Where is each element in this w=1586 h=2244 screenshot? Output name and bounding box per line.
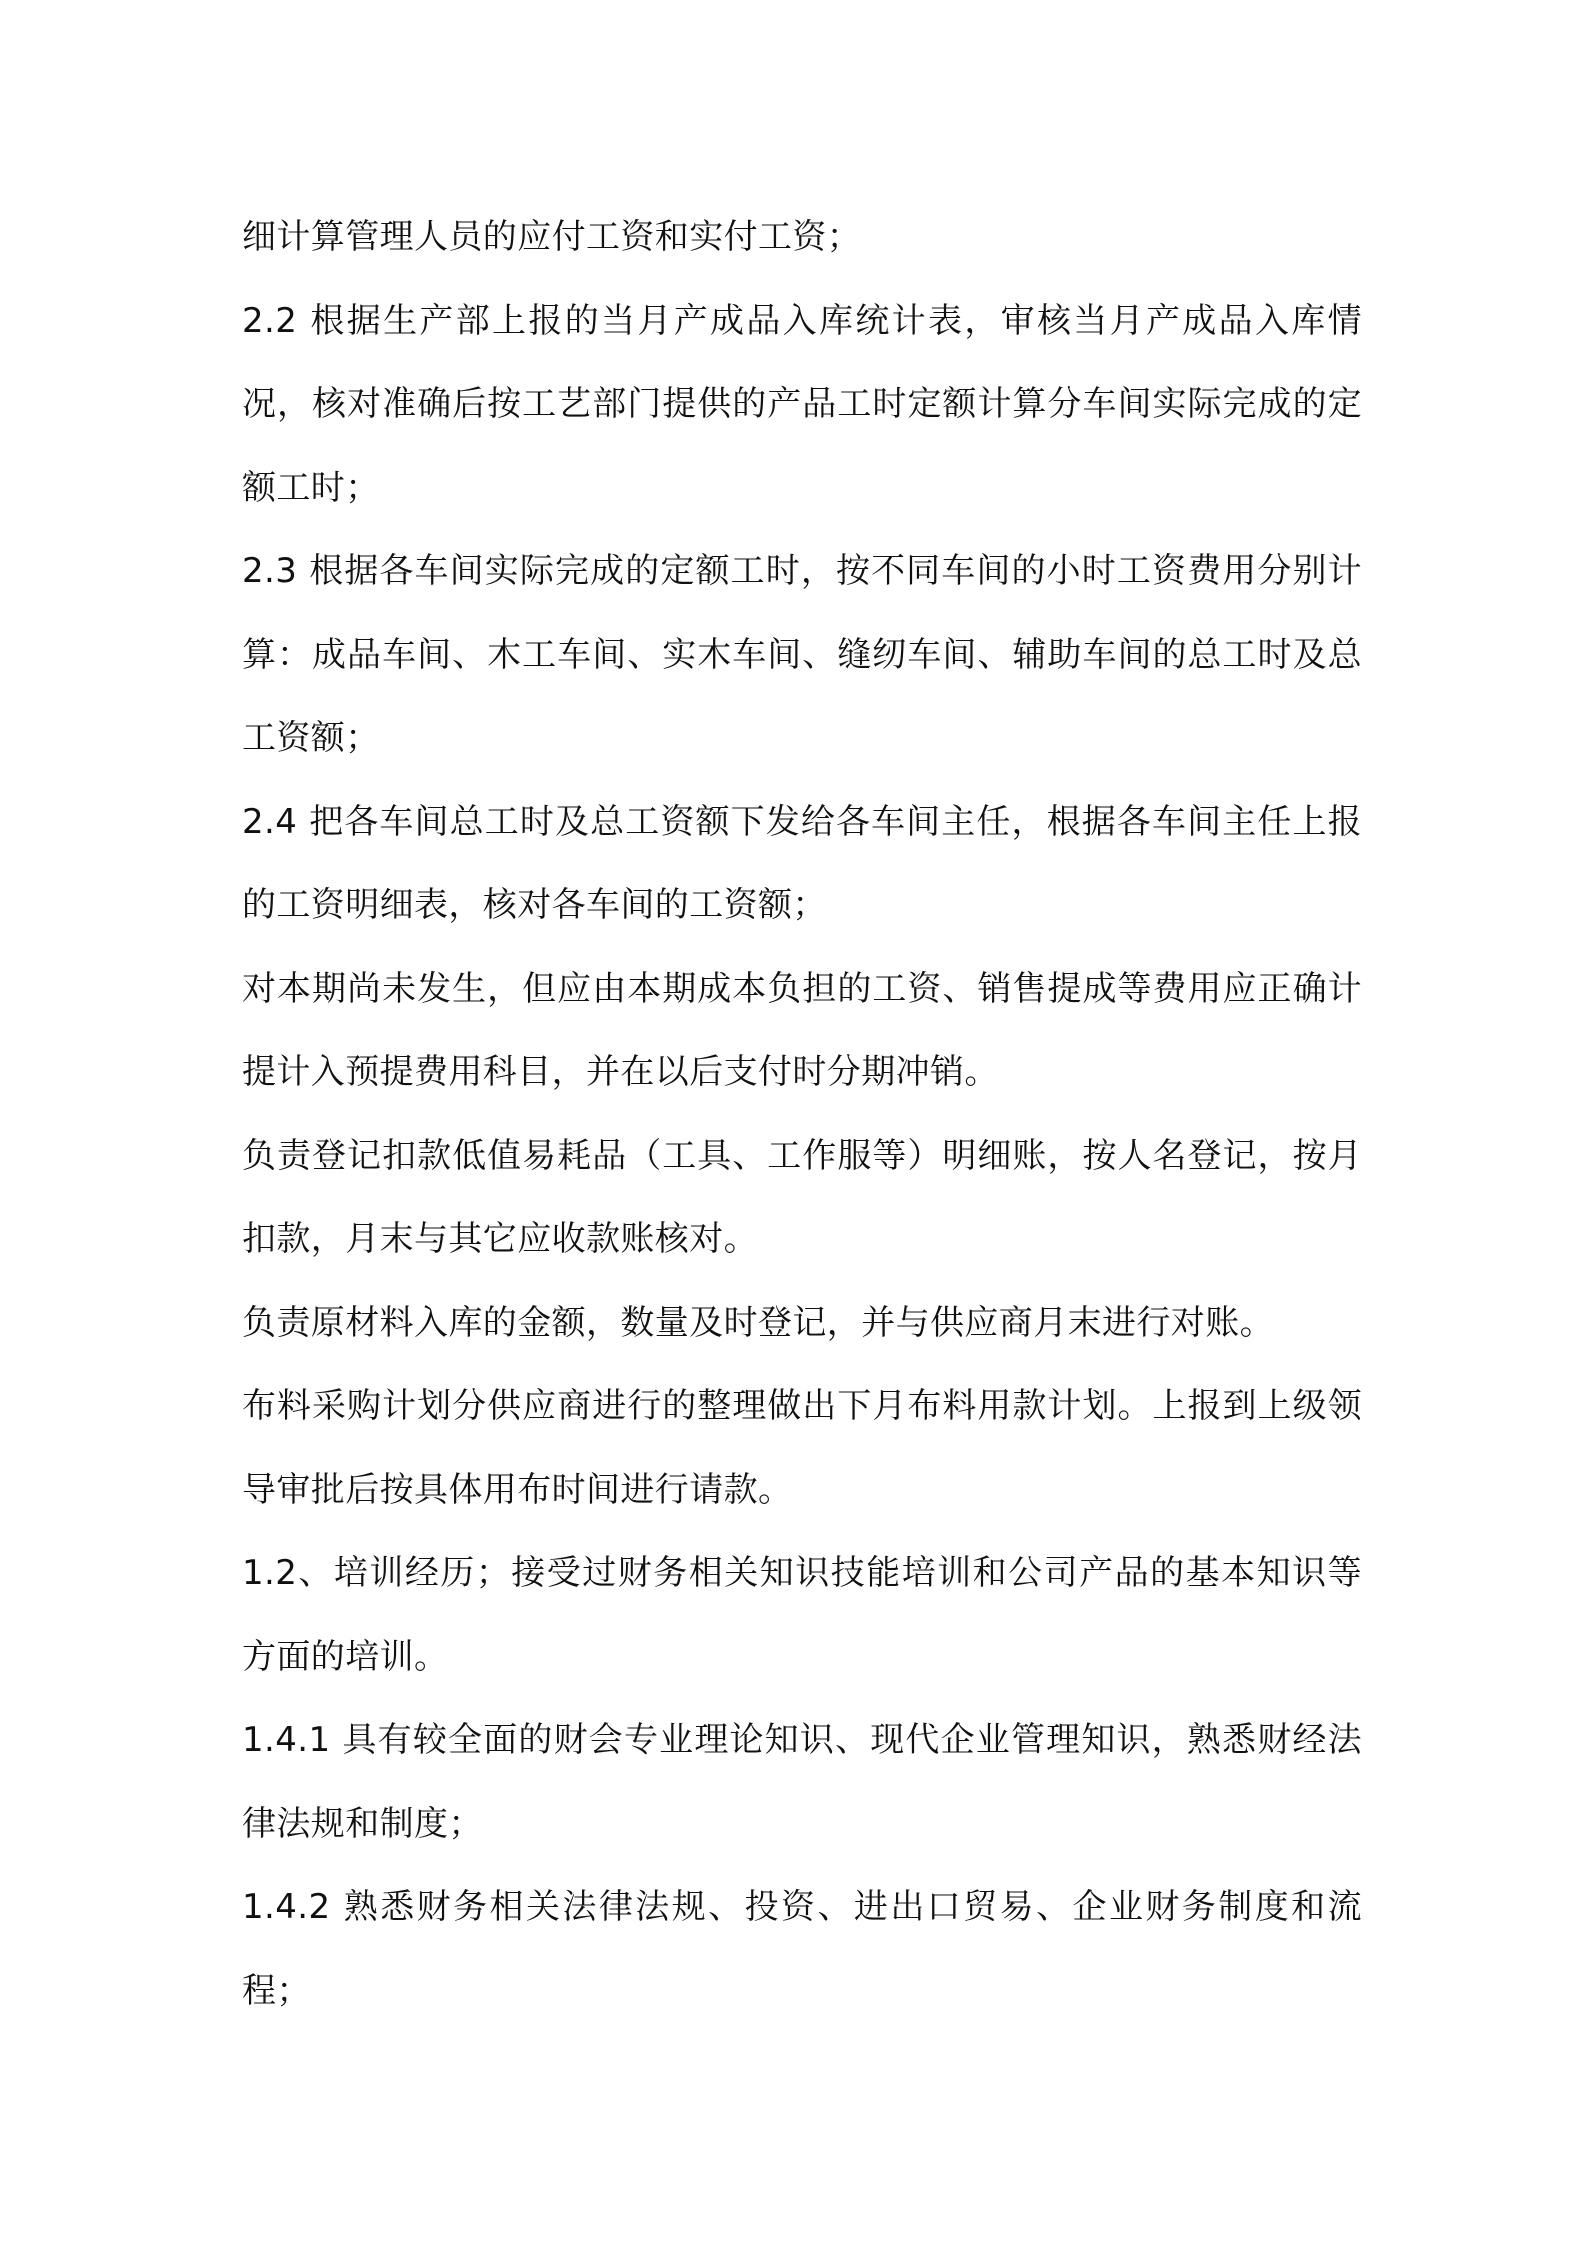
paragraph-fabric-plan: 布料采购计划分供应商进行的整理做出下月布料用款计划。上报到上级领导审批后按具体用布时间进行请款。 xyxy=(242,1386,1362,1510)
paragraph-2-4: 2.4 把各车间总工时及总工资额下发给各车间主任，根据各车间主任上报的工资明细表，核对各车间的工资额； xyxy=(242,801,1362,925)
paragraph-accrual: 对本期尚未发生，但应由本期成本负担的工资、销售提成等费用应正确计提计入预提费用科目，并在以后支付时分期冲销。 xyxy=(242,968,1362,1092)
paragraph-1-4-1: 1.4.1 具有较全面的财会专业理论知识、现代企业管理知识，熟悉财经法律法规和制度； xyxy=(242,1720,1362,1844)
paragraph-training: 1.2、培训经历；接受过财务相关知识技能培训和公司产品的基本知识等方面的培训。 xyxy=(242,1553,1362,1677)
paragraph-consumables: 负责登记扣款低值易耗品（工具、工作服等）明细账，按人名登记，按月扣款，月末与其它应收款账核对。 xyxy=(242,1135,1362,1259)
paragraph-2-3: 2.3 根据各车间实际完成的定额工时，按不同车间的小时工资费用分别计算：成品车间、木工车间、实木车间、缝纫车间、辅助车间的总工时及总工资额； xyxy=(242,551,1362,758)
paragraph-1-4-2: 1.4.2 熟悉财务相关法律法规、投资、进出口贸易、企业财务制度和流程； xyxy=(242,1887,1362,2011)
paragraph-2-2: 2.2 根据生产部上报的当月产成品入库统计表，审核当月产成品入库情况，核对准确后按工艺部门提供的产品工时定额计算分车间实际完成的定额工时； xyxy=(242,300,1362,508)
paragraph-wage-calculation: 细计算管理人员的应付工资和实付工资； xyxy=(242,217,862,257)
paragraph-raw-materials: 负责原材料入库的金额，数量及时登记，并与供应商月末进行对账。 xyxy=(242,1302,1274,1343)
document-body xyxy=(242,196,1362,2033)
